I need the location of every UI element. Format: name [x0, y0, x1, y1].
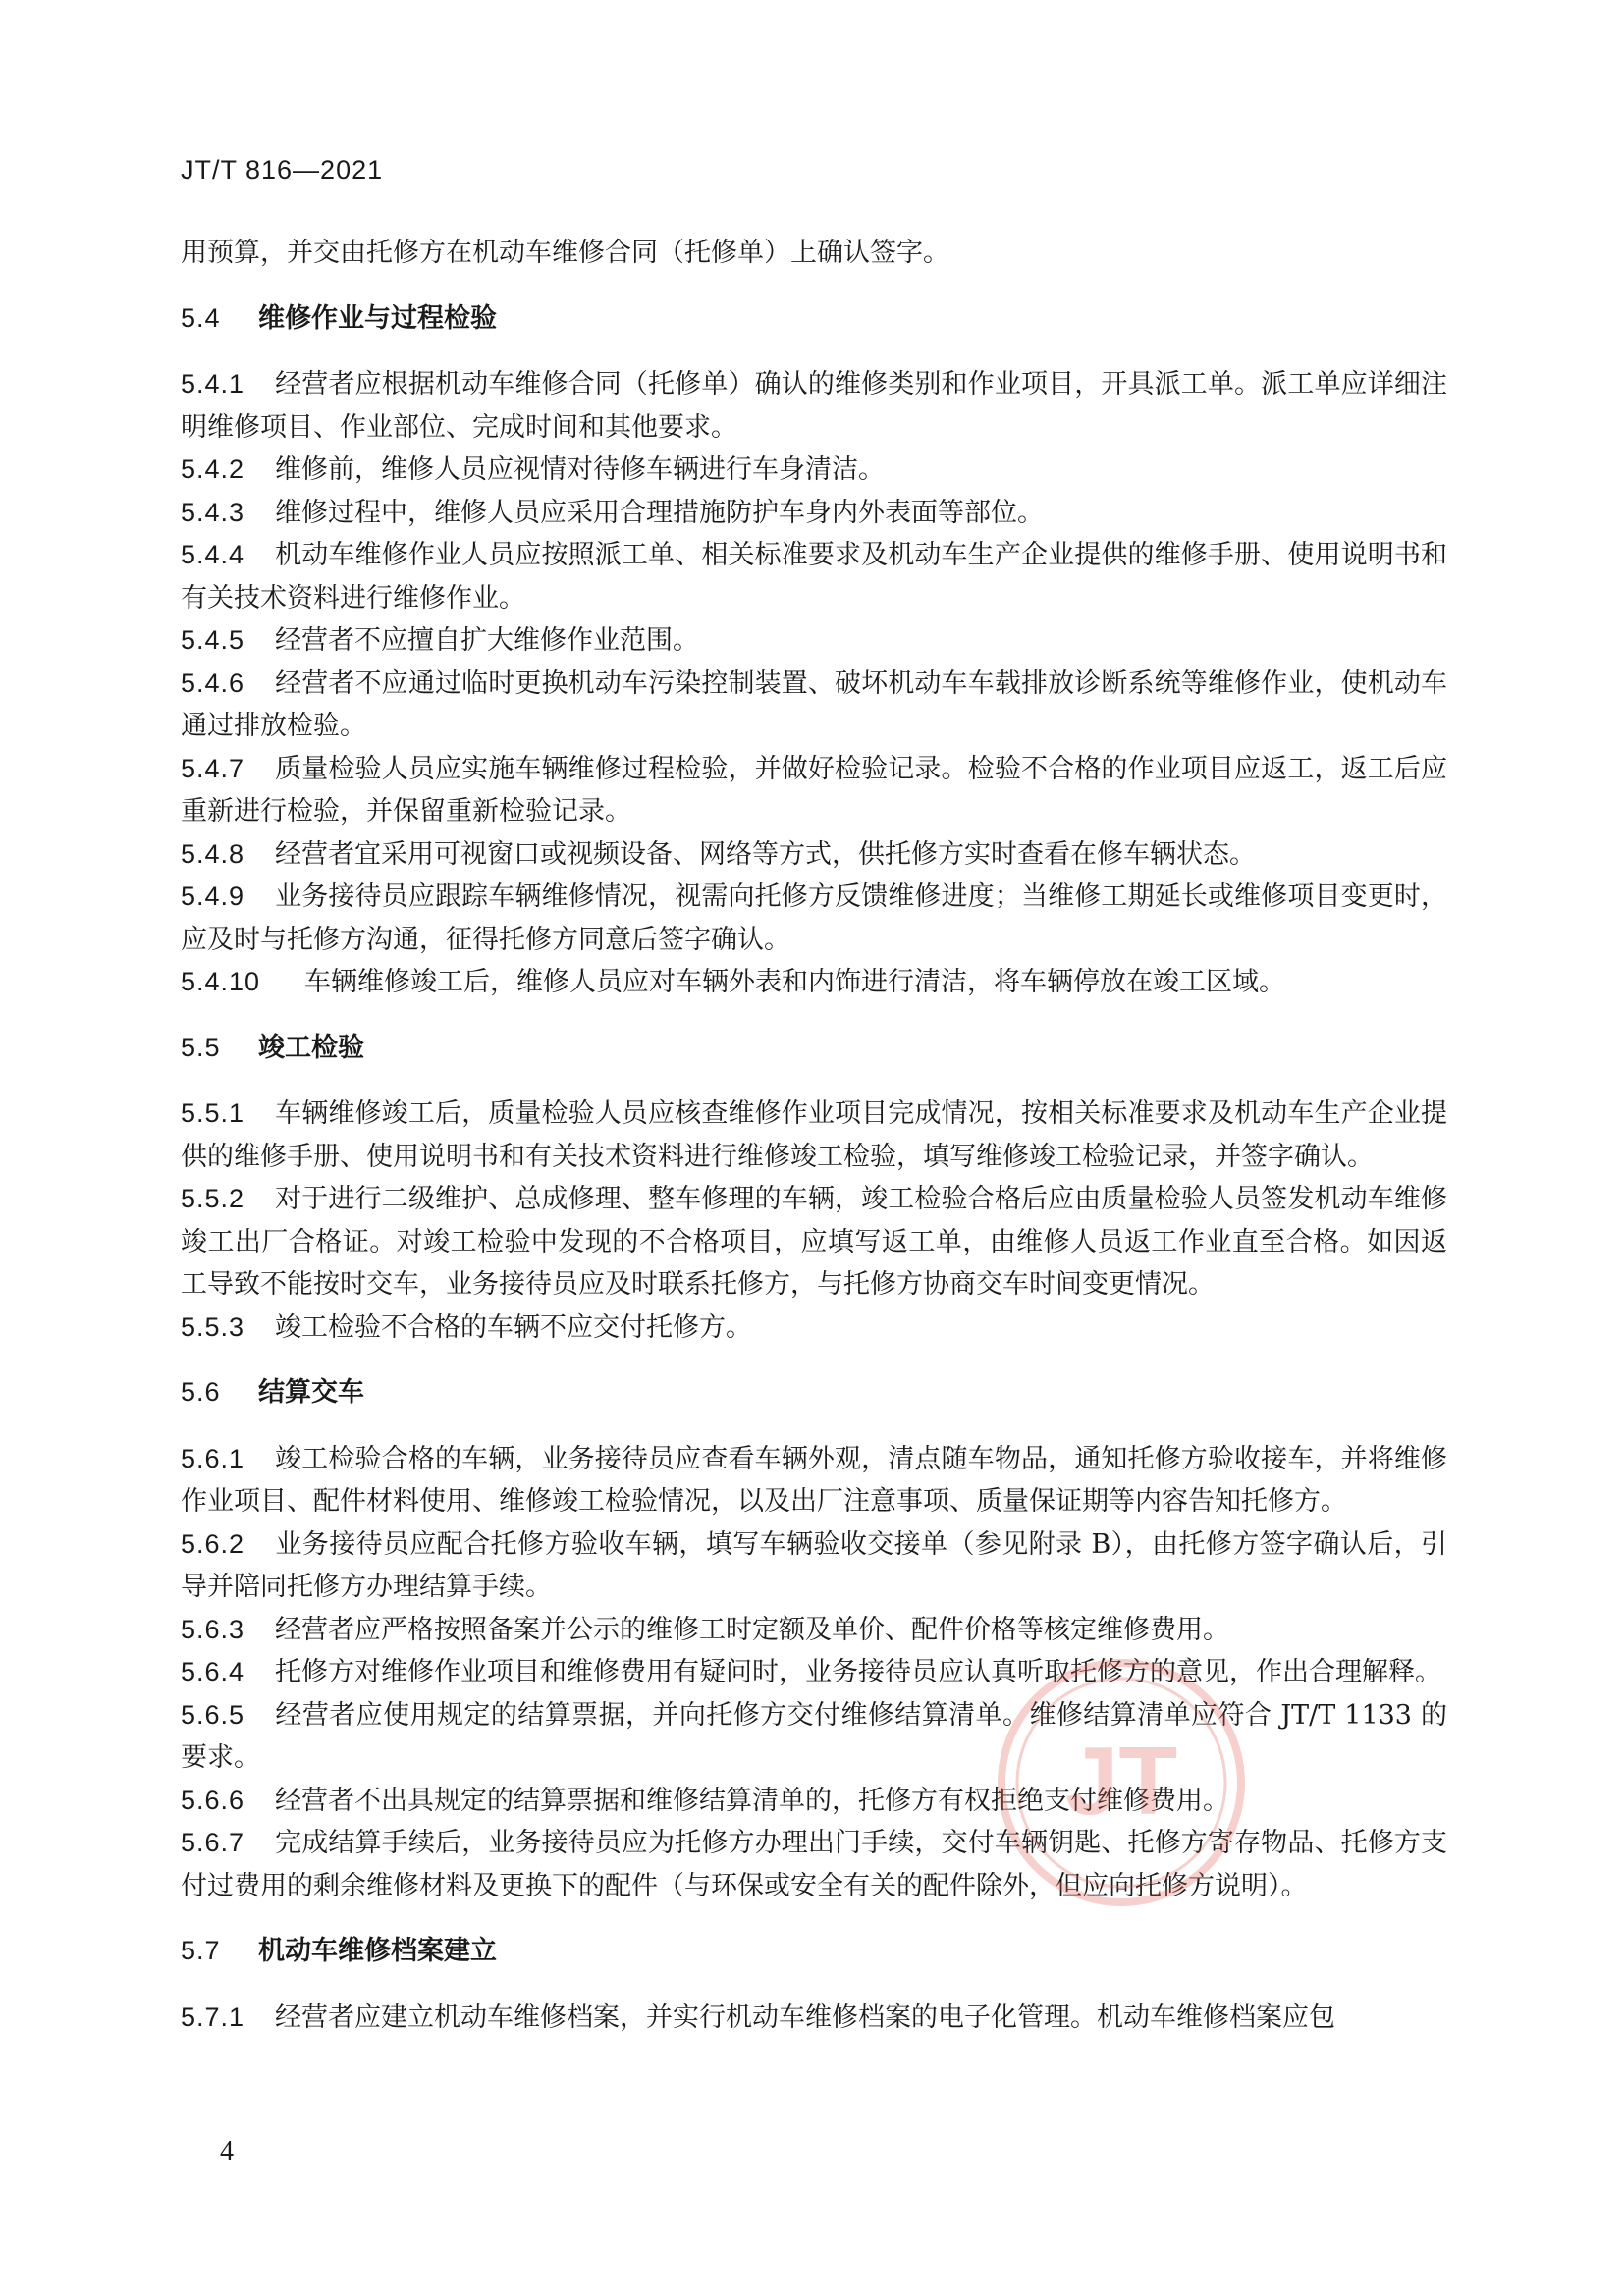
clause-number: 5.5.1 — [181, 1098, 245, 1128]
clause-text: 经营者应根据机动车维修合同（托修单）确认的维修类别和作业项目，开具派工单。派工单应详细注明维修项目、作业部位、完成时间和其他要求。 — [181, 369, 1447, 443]
intro-paragraph: 用预算，并交由托修方在机动车维修合同（托修单）上确认签字。 — [181, 238, 949, 268]
clause-number: 5.6.5 — [181, 1699, 245, 1730]
clause-5-5-3 — [181, 1307, 1447, 1350]
clause-5-4-7 — [181, 748, 1447, 833]
clause-number: 5.4.1 — [181, 369, 245, 399]
section-heading-5-5 — [181, 1027, 1447, 1070]
section-heading-5-4 — [181, 297, 1447, 341]
clause-text: 完成结算手续后，业务接待员应为托修方办理出门手续，交付车辆钥匙、托修方寄存物品、托修方支付过费用的剩余维修材料及更换下的配件（与环保或安全有关的配件除外，但应向托修方说明）。 — [181, 1828, 1447, 1901]
clause-number: 5.4.8 — [181, 838, 245, 869]
clause-text: 经营者不出具规定的结算票据和维修结算清单的，托修方有权拒绝支付维修费用。 — [275, 1785, 1229, 1816]
standard-code-header: JT/T 816—2021 — [181, 155, 384, 185]
clause-5-4-1 — [181, 363, 1447, 449]
clause-5-5-2 — [181, 1178, 1447, 1307]
clause-text: 经营者宜采用可视窗口或视频设备、网络等方式，供托修方实时查看在修车辆状态。 — [275, 838, 1256, 870]
clause-number: 5.6.3 — [181, 1614, 245, 1644]
section-number: 5.6 — [181, 1377, 221, 1407]
clause-text: 业务接待员应配合托修方验收车辆，填写车辆验收交接单（参见附录 B），由托修方签字确认后，引导并陪同托修方办理结算手续。 — [181, 1528, 1447, 1602]
clause-number: 5.4.9 — [181, 881, 245, 911]
clause-number: 5.4.4 — [181, 540, 245, 569]
clause-5-4-3 — [181, 492, 1447, 535]
clause-number: 5.5.3 — [181, 1311, 245, 1342]
clause-number: 5.6.7 — [181, 1828, 245, 1857]
clause-5-4-2 — [181, 449, 1447, 492]
clause-text: 机动车维修作业人员应按照派工单、相关标准要求及机动车生产企业提供的维修手册、使用说明书和有关技术资料进行维修作业。 — [181, 540, 1447, 614]
clause-5-4-8 — [181, 833, 1447, 877]
section-title: 维修作业与过程检验 — [258, 302, 497, 334]
clause-number: 5.7.1 — [181, 2002, 245, 2032]
clause-5-6-2 — [181, 1523, 1447, 1609]
clause-text: 经营者不应擅自扩大维修作业范围。 — [275, 625, 699, 656]
clause-number: 5.4.2 — [181, 454, 245, 484]
clause-5-6-4 — [181, 1651, 1447, 1694]
stamp-logo-text: JT — [1064, 1727, 1178, 1835]
clause-text: 对于进行二级维护、总成修理、整车修理的车辆，竣工检验合格后应由质量检验人员签发机动车维修竣工出厂合格证。对竣工检验中发现的不合格项目，应填写返工单，由维修人员返工作业直至合格。如因返工导致不能按时交车，业务接待员应及时联系托修方，与托修方协商交车时间变更情况。 — [181, 1184, 1447, 1300]
clause-5-6-1 — [181, 1438, 1447, 1523]
clause-text: 车辆维修竣工后，质量检验人员应核查维修作业项目完成情况，按相关标准要求及机动车生产企业提供的维修手册、使用说明书和有关技术资料进行维修竣工检验，填写维修竣工检验记录，并签字确认。 — [181, 1098, 1447, 1172]
clause-number: 5.4.6 — [181, 667, 245, 698]
clause-5-4-6 — [181, 663, 1447, 748]
section-title: 竣工检验 — [258, 1032, 364, 1063]
clause-5-4-5 — [181, 619, 1447, 663]
page-number: 4 — [220, 2136, 234, 2166]
clause-number: 5.6.1 — [181, 1443, 245, 1473]
clause-text: 维修前，维修人员应视情对待修车辆进行车身清洁。 — [275, 454, 885, 485]
clause-text: 车辆维修竣工后，维修人员应对车辆外表和内饰进行清洁，将车辆停放在竣工区域。 — [304, 967, 1285, 997]
clause-5-6-5 — [181, 1694, 1447, 1780]
clause-5-6-7 — [181, 1822, 1447, 1907]
clause-text: 经营者应建立机动车维修档案，并实行机动车维修档案的电子化管理。机动车维修档案应包 — [275, 2002, 1335, 2033]
clause-number: 5.4.10 — [181, 967, 261, 996]
clause-text: 托修方对维修作业项目和维修费用有疑问时，业务接待员应认真听取托修方的意见，作出合理解释。 — [275, 1657, 1441, 1687]
clause-number: 5.4.5 — [181, 625, 245, 655]
section-number: 5.7 — [181, 1936, 221, 1965]
section-title: 结算交车 — [258, 1377, 364, 1408]
clause-text: 经营者应严格按照备案并公示的维修工时定额及单价、配件价格等核定维修费用。 — [275, 1614, 1229, 1645]
section-heading-5-7 — [181, 1930, 1447, 1973]
clause-text: 经营者应使用规定的结算票据，并向托修方交付维修结算清单。维修结算清单应符合 JT/T 1133 的要求。 — [181, 1699, 1447, 1773]
clause-5-5-1 — [181, 1093, 1447, 1178]
clause-text: 质量检验人员应实施车辆维修过程检验，并做好检验记录。检验不合格的作业项目应返工，返工后应重新进行检验，并保留重新检验记录。 — [181, 753, 1447, 827]
clause-5-4-10 — [181, 961, 1447, 1004]
section-title: 机动车维修档案建立 — [258, 1936, 497, 1966]
clause-text: 竣工检验不合格的车辆不应交付托修方。 — [275, 1311, 752, 1343]
clause-number: 5.4.7 — [181, 753, 245, 783]
clause-number: 5.5.2 — [181, 1184, 245, 1213]
clause-text: 竣工检验合格的车辆，业务接待员应查看车辆外观，清点随车物品，通知托修方验收接车，并将维修作业项目、配件材料使用、维修竣工检验情况，以及出厂注意事项、质量保证期等内容告知托修方。 — [181, 1443, 1447, 1517]
section-number: 5.5 — [181, 1032, 221, 1062]
clause-number: 5.6.4 — [181, 1657, 245, 1686]
section-number: 5.4 — [181, 302, 221, 333]
section-heading-5-6 — [181, 1371, 1447, 1415]
clause-number: 5.4.3 — [181, 497, 245, 527]
clause-number: 5.6.6 — [181, 1785, 245, 1815]
clause-5-6-3 — [181, 1609, 1447, 1652]
clause-5-6-6 — [181, 1780, 1447, 1823]
clause-5-4-9 — [181, 876, 1447, 961]
clause-text: 业务接待员应跟踪车辆维修情况，视需向托修方反馈维修进度；当维修工期延长或维修项目变更时，应及时与托修方沟通，征得托修方同意后签字确认。 — [181, 881, 1447, 955]
clause-5-7-1 — [181, 1997, 1447, 2040]
clause-number: 5.6.2 — [181, 1528, 245, 1559]
clause-5-4-4 — [181, 534, 1447, 619]
clause-text: 经营者不应通过临时更换机动车污染控制装置、破坏机动车车载排放诊断系统等维修作业，使机动车通过排放检验。 — [181, 667, 1447, 741]
document-body — [181, 232, 1447, 2039]
clause-text: 维修过程中，维修人员应采用合理措施防护车身内外表面等部位。 — [275, 497, 1044, 528]
